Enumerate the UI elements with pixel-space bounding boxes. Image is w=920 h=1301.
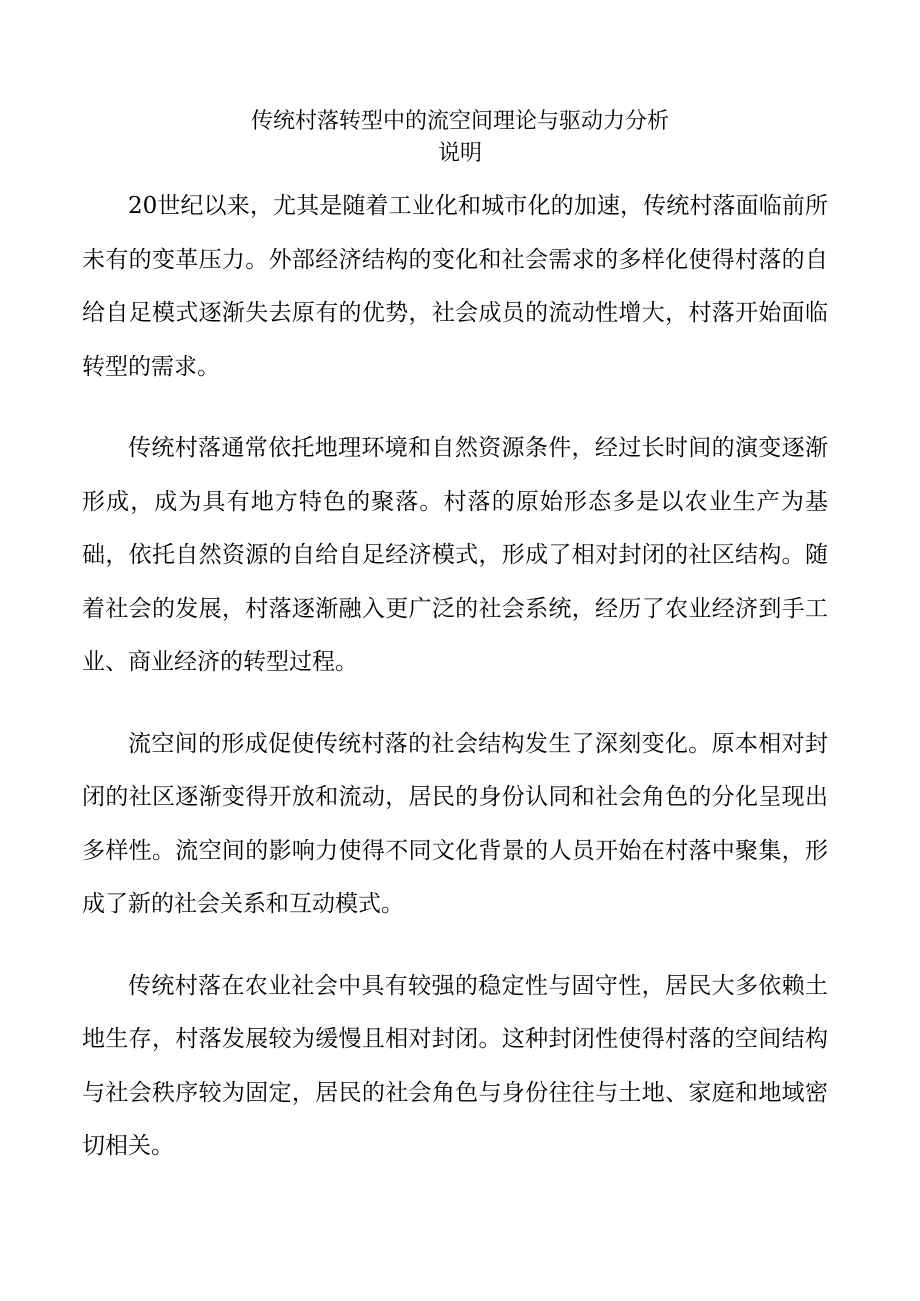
paragraph-1: 20世纪以来，尤其是随着工业化和城市化的加速，传统村落面临前所未有的变革压力。外部经济结构的变化和社会需求的多样化使得村落的自给自足模式逐渐失去原有的优势，社会成员的流动性增大，村落开始面临转型的需求。 (82, 193, 828, 380)
title-block (0, 106, 920, 170)
document-body (82, 180, 828, 1202)
paragraph-4: 传统村落在农业社会中具有较强的稳定性与固守性，居民大多依赖土地生存，村落发展较为缓慢且相对封闭。这种封闭性使得村落的空间结构与社会秩序较为固定，居民的社会角色与身份往往与土地、家庭和地域密切相关。 (82, 972, 828, 1159)
paragraph-3: 流空间的形成促使传统村落的社会结构发生了深刻变化。原本相对封闭的社区逐渐变得开放和流动，居民的身份认同和社会角色的分化呈现出多样性。流空间的影响力使得不同文化背景的人员开始在村落中聚集，形成了新的社会关系和互动模式。 (82, 730, 828, 917)
document-subtitle: 说明 (437, 141, 482, 166)
paragraph-2: 传统村落通常依托地理环境和自然资源条件，经过长时间的演变逐渐形成，成为具有地方特色的聚落。村落的原始形态多是以农业生产为基础，依托自然资源的自给自足经济模式，形成了相对封闭的社区结构。随着社会的发展，村落逐渐融入更广泛的社会系统，经历了农业经济到手工业、商业经济的转型过程。 (82, 435, 828, 675)
document-title: 传统村落转型中的流空间理论与驱动力分析 (250, 109, 669, 134)
